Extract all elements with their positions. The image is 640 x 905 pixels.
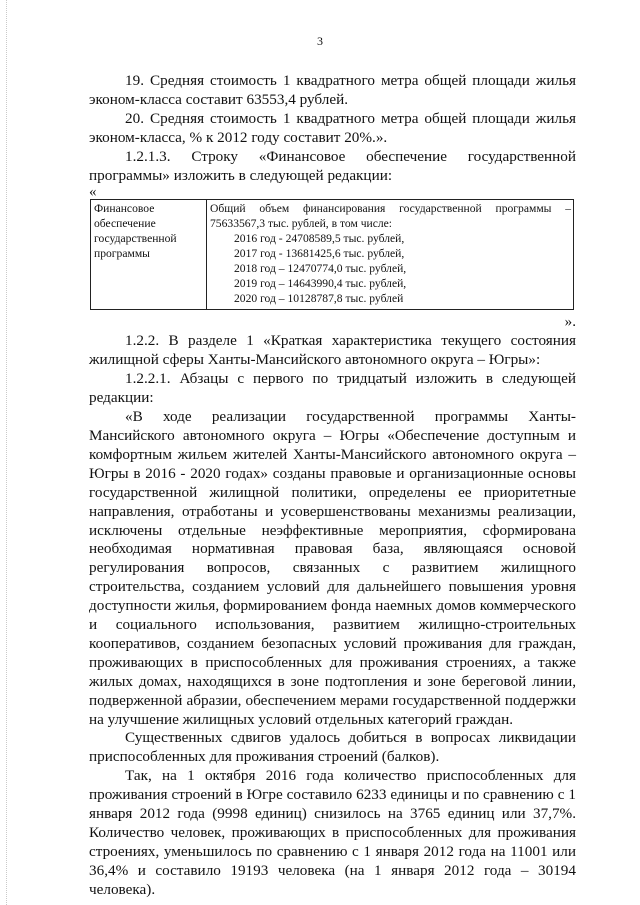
finance-year-2016: 2016 год - 24708589,5 тыс. рублей, xyxy=(234,232,405,246)
finance-year-2019: 2019 год – 14643990,4 тыс. рублей, xyxy=(234,277,407,291)
item-20: 20. Средняя стоимость 1 квадратного метра общей площади жилья эконом-класса, % к 2012 году составит 20%.». xyxy=(89,109,576,146)
document-body xyxy=(89,72,576,900)
finance-row-label: Финансовое обеспечение государственной программы xyxy=(91,200,207,310)
finance-table xyxy=(90,199,574,310)
section-1-2-2-1: 1.2.2.1. Абзацы с первого по тридцатый изложить в следующей редакции: xyxy=(89,370,576,407)
section-1-2-2: 1.2.2. В разделе 1 «Краткая характеристика текущего состояния жилищной сферы Ханты-Мансийского автономного округа – Югры»: xyxy=(89,332,576,369)
stats-paragraph: Так, на 1 октября 2016 года количество приспособленных для проживания строений в Югре составило 6233 единицы и по сравнению с 1 января 2012 года (9998 единиц) снизилось на 3765 единиц или 37,7%. Количество человек, проживающих в приспособленных для проживания строениях, уменьшилось по сравнению с 1 января 2012 года на 11001 или 36,4% и составило 19193 человека (на 1 января 2012 года – 30194 человека). xyxy=(89,767,576,898)
item-1-2-1-3: 1.2.1.3. Строку «Финансовое обеспечение государственной программы» изложить в следующей редакции: xyxy=(89,147,576,184)
finance-row-value xyxy=(207,200,574,310)
item-19: 19. Средняя стоимость 1 квадратного метра общей площади жилья эконом-класса составит 63553,4 рублей. xyxy=(89,72,576,108)
scan-edge-line xyxy=(6,0,7,905)
shifts-paragraph: Существенных сдвигов удалось добиться в вопросах ликвидации приспособленных для проживания строений (балков). xyxy=(89,729,576,766)
finance-year-2017: 2017 год - 13681425,6 тыс. рублей, xyxy=(234,247,405,261)
quoted-paragraph: «В ходе реализации государственной программы Ханты-Мансийского автономного округа – Югры «Обеспечение доступным и комфортным жильем жителей Ханты-Мансийского автономного округа – Югры в 2016 - 2020 годах» созданы правовые и организационные основы государственной жилищной политики, определены ее приоритетные направления, отработаны и усовершенствованы механизмы реализации, исключены отдельные неэффективные мероприятия, сформирована необходимая нормативная правовая база, являющаяся основой регулирования вопросов, связанных с развитием жилищного строительства, созданием условий для дальнейшего повышения уровня доступности жилья, формированием фонда наемных домов коммерческого и социального использования, развитием жилищно-строительных кооперативов, созданием безопасных условий проживания для граждан, проживающих в приспособленных для проживания строениях, а также жилых домах, находящихся в зоне подтопления и зоне береговой линии, подверженной абразии, обеспечением мерами государственной поддержки на улучшение жилищных условий отдельных категорий граждан. xyxy=(89,408,576,728)
finance-table-row xyxy=(91,200,574,310)
open-quote: « xyxy=(89,184,97,201)
page-number: 3 xyxy=(317,34,323,48)
finance-year-2018: 2018 год – 12470774,0 тыс. рублей, xyxy=(234,262,407,276)
finance-total: Общий объем финансирования государственной программы – 75633567,3 тыс. рублей, в том числе: xyxy=(210,202,571,231)
finance-year-2020: 2020 год – 10128787,8 тыс. рублей xyxy=(234,292,404,306)
close-quote: ». xyxy=(564,313,576,331)
